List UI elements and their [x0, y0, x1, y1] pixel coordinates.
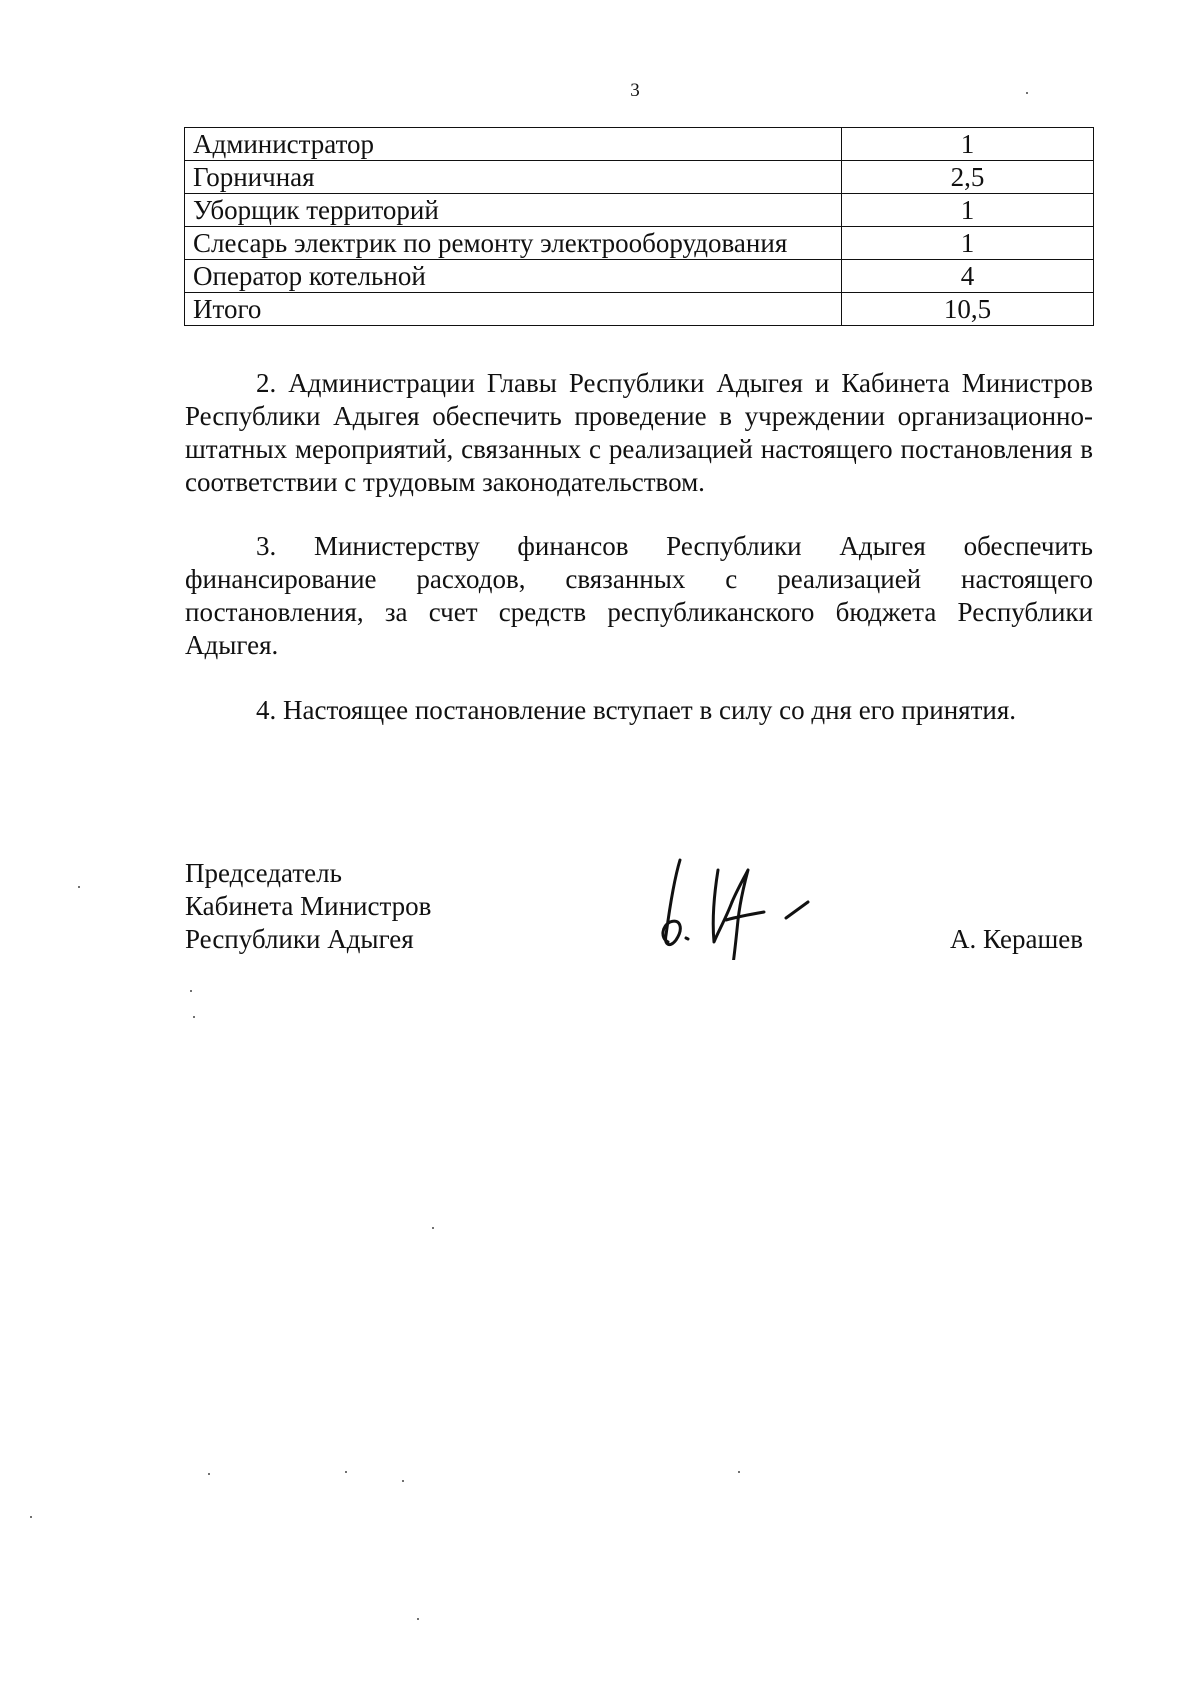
table-row — [185, 227, 1094, 260]
total-label-cell: Итого — [185, 293, 842, 326]
count-cell: 1 — [842, 128, 1094, 161]
scan-speck — [78, 886, 80, 888]
count-cell: 2,5 — [842, 161, 1094, 194]
count-cell: 1 — [842, 194, 1094, 227]
signatory-title-line: Кабинета Министров — [185, 891, 432, 921]
scan-speck — [30, 1516, 32, 1518]
handwritten-signature — [640, 840, 840, 960]
position-cell: Уборщик территорий — [185, 194, 842, 227]
table-row — [185, 161, 1094, 194]
position-cell: Слесарь электрик по ремонту электрооборудования — [185, 227, 842, 260]
count-cell: 4 — [842, 260, 1094, 293]
page-number: 3 — [630, 80, 640, 101]
table-row — [185, 128, 1094, 161]
signatory-name: А. Керашев — [950, 924, 1083, 954]
scan-speck — [1026, 92, 1028, 94]
scan-speck — [345, 1471, 347, 1473]
scan-speck — [402, 1480, 404, 1482]
table-row — [185, 194, 1094, 227]
signatory-title — [185, 857, 431, 956]
table-row — [185, 260, 1094, 293]
total-count-cell: 10,5 — [842, 293, 1094, 326]
scan-speck — [193, 1016, 195, 1018]
scan-speck — [432, 1227, 434, 1229]
signatory-title-line: Председатель — [185, 858, 342, 888]
paragraph-3: 3. Министерству финансов Республики Адыгея обеспечить финансирование расходов, связанных с реализацией настоящего постановления, за счет средств республиканского бюджета Республики Адыгея. — [185, 531, 1093, 660]
position-cell: Горничная — [185, 161, 842, 194]
staff-table — [184, 127, 1094, 326]
paragraph-2: 2. Администрации Главы Республики Адыгея и Кабинета Министров Республики Адыгея обеспечить проведение в учреждении организационно-штатных мероприятий, связанных с реализацией настоящего постановления в соответствии с трудовым законодательством. — [185, 368, 1093, 497]
position-cell: Оператор котельной — [185, 260, 842, 293]
scan-speck — [190, 990, 192, 992]
count-cell: 1 — [842, 227, 1094, 260]
scan-speck — [208, 1473, 210, 1475]
signatory-title-line: Республики Адыгея — [185, 924, 414, 954]
table-row-total — [185, 293, 1094, 326]
position-cell: Администратор — [185, 128, 842, 161]
scan-speck — [738, 1471, 740, 1473]
paragraph-4: 4. Настоящее постановление вступает в силу со дня его принятия. — [256, 695, 1017, 725]
scan-speck — [417, 1618, 419, 1620]
